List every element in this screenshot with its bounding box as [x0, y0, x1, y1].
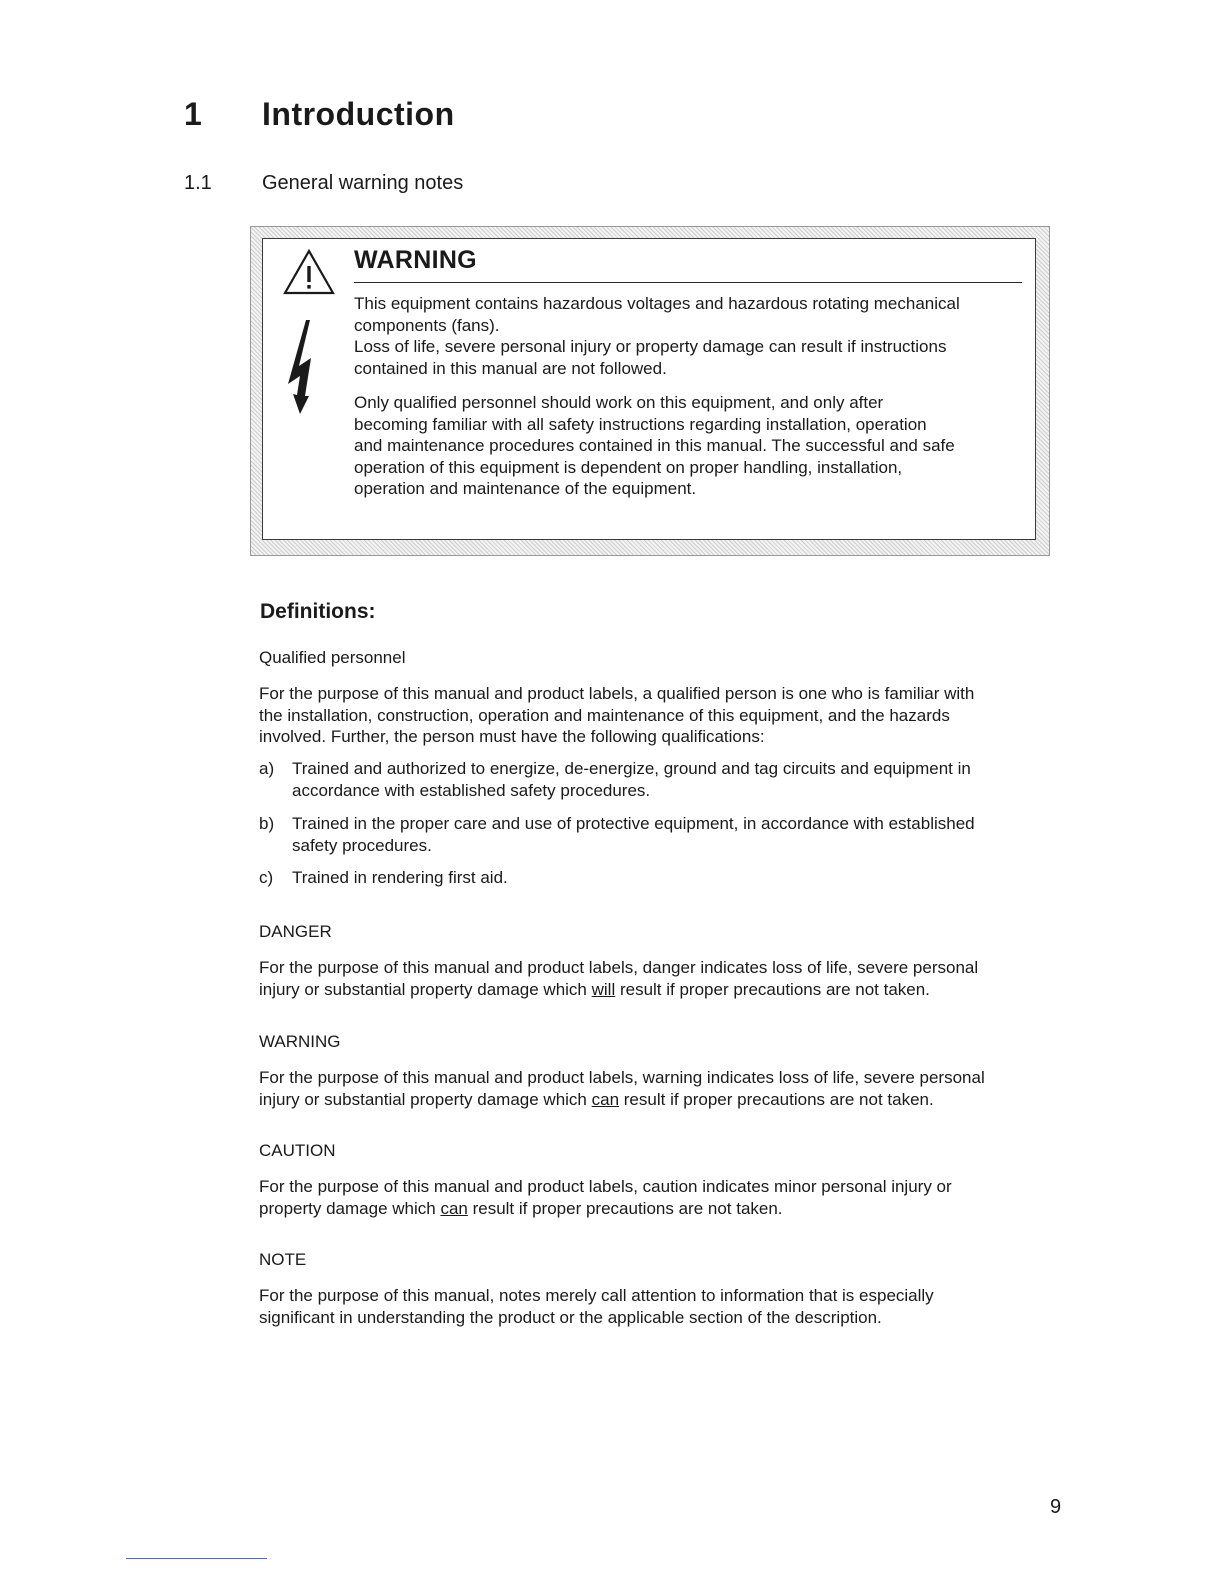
warning-text: For the purpose of this manual and product labels, warning indicates loss of life, severe personal injury or substantial property damage which can result if proper precautions are not taken. [259, 1068, 985, 1109]
qualified-personnel-text: For the purpose of this manual and product labels, a qualified person is one who is familiar with the installation, construction, operation and maintenance of this equipment, and the hazards involved. Further, the person must have the following qualifications: [259, 684, 975, 746]
qualified-personnel-label: Qualified personnel [259, 648, 406, 667]
note-label: NOTE [259, 1250, 307, 1269]
section-number: 1.1 [184, 172, 212, 194]
danger-text: For the purpose of this manual and product labels, danger indicates loss of life, severe personal injury or substantial property damage which will result if proper precautions are not taken. [259, 958, 979, 999]
high-voltage-icon [284, 318, 318, 414]
warning-label: WARNING [259, 1032, 341, 1051]
note-text: For the purpose of this manual, notes merely call attention to information that is especially significant in understanding the product or the applicable section of the description. [259, 1286, 934, 1327]
warning-paragraph-1: This equipment contains hazardous voltages and hazardous rotating mechanical components (fans). Loss of life, severe personal injury or property damage can result if instructions contained in this manual are not followed. [354, 294, 960, 378]
chapter-number: 1 [184, 96, 202, 132]
caution-text: For the purpose of this manual and product labels, caution indicates minor personal injury or property damage which can result if proper precautions are not taken. [259, 1177, 952, 1218]
page-number: 9 [1050, 1496, 1062, 1518]
warning-divider [354, 282, 1022, 283]
caution-label: CAUTION [259, 1141, 336, 1160]
chapter-title: Introduction [262, 96, 455, 132]
section-title: General warning notes [262, 172, 464, 194]
definitions-heading: Definitions: [260, 600, 376, 623]
warning-title: WARNING [354, 246, 477, 274]
danger-label: DANGER [259, 922, 332, 941]
warning-triangle-icon [283, 249, 335, 295]
footer-rule [126, 1558, 267, 1559]
warning-paragraph-2: Only qualified personnel should work on this equipment, and only after becoming familiar with all safety instructions regarding installation, operation and maintenance procedures contained in this manual. The successful and safe operation of this equipment is dependent on proper handling, installation, operation and maintenance of the equipment. [354, 393, 955, 498]
